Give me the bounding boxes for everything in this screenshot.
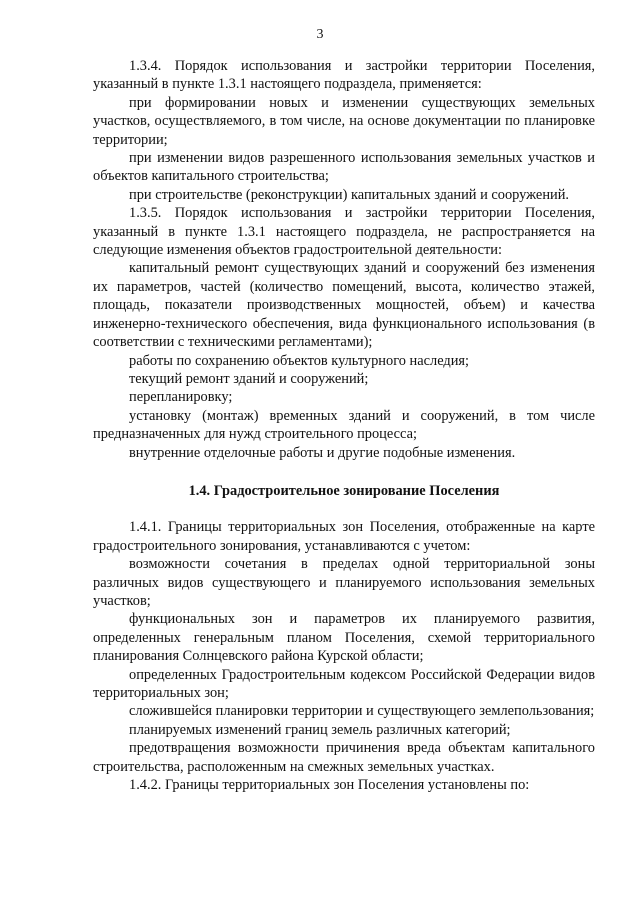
list-item: при изменении видов разрешенного использования земельных участков и объектов капитального строительства; [93, 150, 595, 185]
list-item: планируемых изменений границ земель различных категорий; [129, 721, 511, 738]
list-item: предотвращения возможности причинения вреда объектам капитального строительства, расположенным на смежных земельных участках. [93, 740, 595, 775]
list-item: возможности сочетания в пределах одной территориальной зоны различных видов существующего и планируемого использования земельных участков; [93, 556, 595, 609]
list-item: текущий ремонт зданий и сооружений; [129, 370, 369, 387]
list-item: при формировании новых и изменении существующих земельных участков, осуществляемого, в том числе, на основе документации по планировке территории; [93, 94, 595, 148]
list-item: сложившейся планировки территории и существующего землепользования; [129, 703, 595, 720]
list-item: при строительстве (реконструкции) капитальных зданий и сооружений. [129, 186, 570, 203]
paragraph-1-4-2: 1.4.2. Границы территориальных зон Поселения установлены по: [129, 777, 530, 794]
list-item: перепланировку; [129, 389, 233, 406]
list-item: капитальный ремонт существующих зданий и сооружений без изменения их параметров, частей (количество помещений, высота, количество этажей, площадь, показатели производственных мощностей, объем) и качества инженерно-технического обеспечения, вида функционального использования (в соответствии с техническими регламентами); [93, 260, 595, 351]
section-heading: 1.4. Градостроительное зонирование Поселения [188, 482, 500, 499]
document-body [93, 57, 595, 794]
paragraph-1-4-1: 1.4.1. Границы территориальных зон Поселения, отображенные на карте градостроительного зонирования, устанавливаются с учетом: [93, 519, 595, 554]
page-number: 3 [316, 27, 324, 42]
list-item: функциональных зон и параметров их планируемого развития, определенных генеральным планом Поселения, схемой территориального планирования Солнцевского района Курской области; [93, 611, 595, 665]
paragraph-1-3-4: 1.3.4. Порядок использования и застройки территории Поселения, указанный в пункте 1.3.1 настоящего подраздела, применяется: [93, 58, 595, 93]
list-item: установку (монтаж) временных зданий и сооружений, в том числе предназначенных для нужд строительного процесса; [93, 407, 595, 443]
paragraph-1-3-5: 1.3.5. Порядок использования и застройки территории Поселения, указанный в пункте 1.3.1 настоящего подраздела, не распространяется на следующие изменения объектов градостроительной деятельности: [93, 205, 595, 259]
list-item: внутренние отделочные работы и другие подобные изменения. [129, 444, 516, 461]
list-item: работы по сохранению объектов культурного наследия; [129, 352, 470, 369]
list-item: определенных Градостроительным кодексом Российской Федерации видов территориальных зон; [93, 666, 595, 701]
